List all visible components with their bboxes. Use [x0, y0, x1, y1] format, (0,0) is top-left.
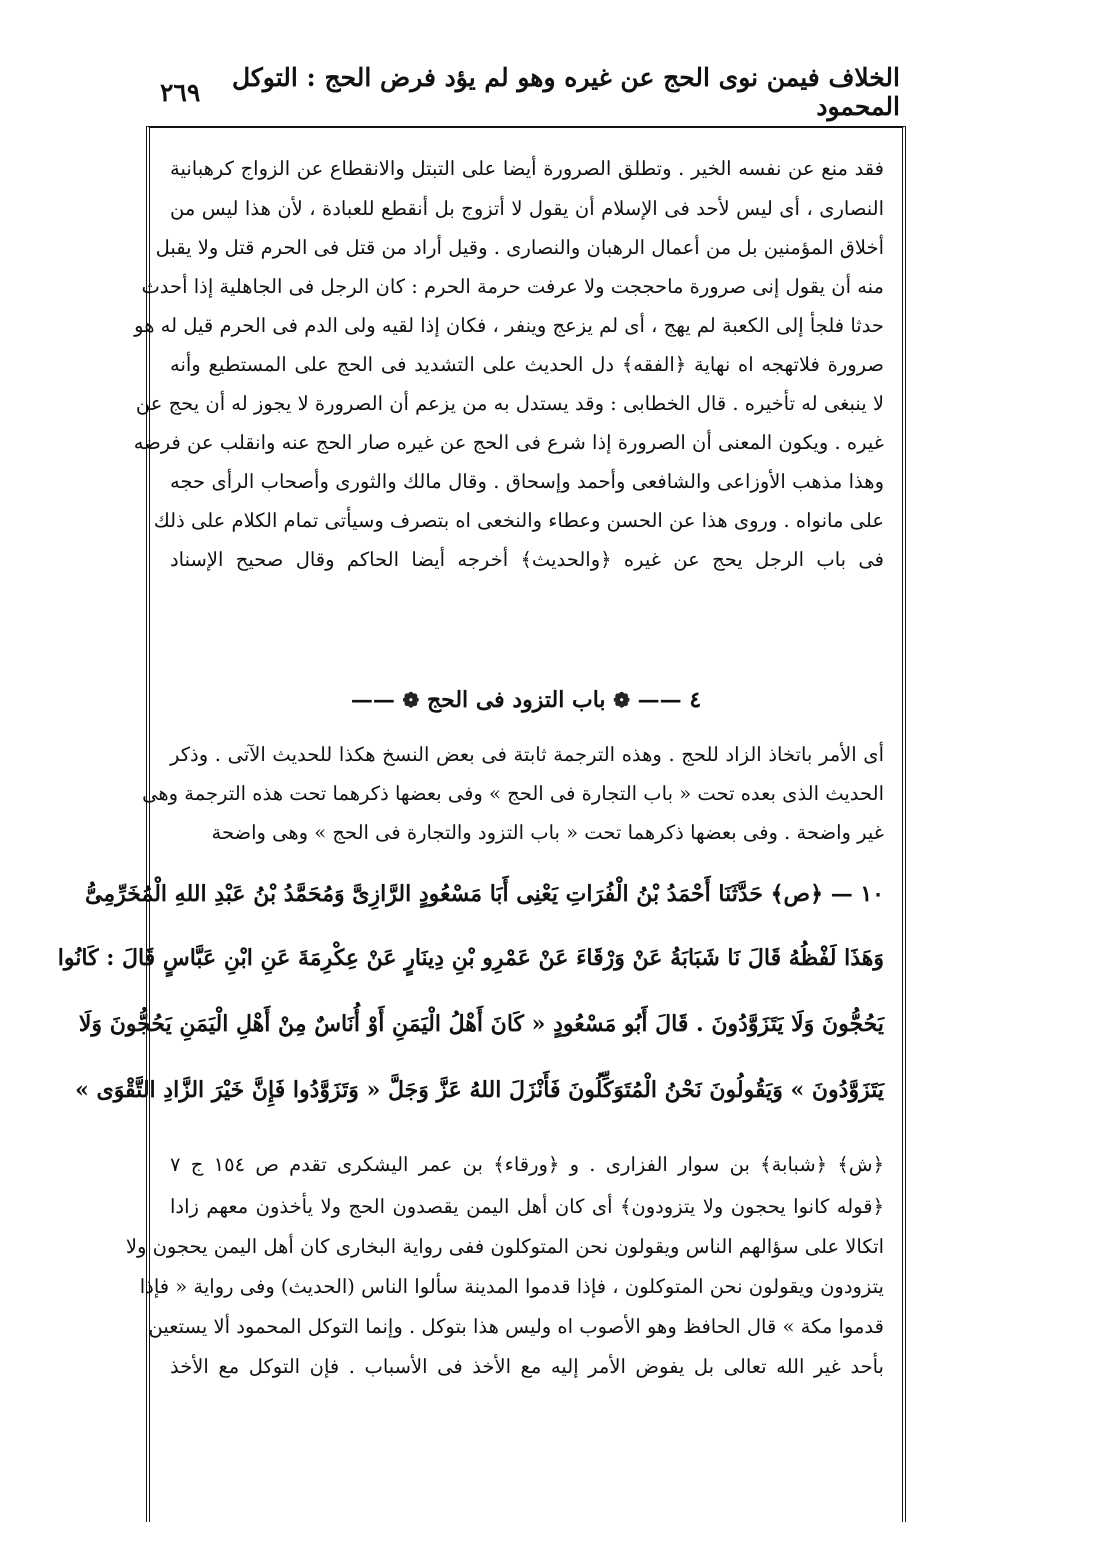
running-header [160, 63, 900, 121]
text-line: غير واضحة . وفى بعضها ذكرهما تحت « باب التزود والتجارة فى الحج » وهى واضحة [211, 821, 884, 844]
text-line: أى الأمر باتخاذ الزاد للحج . وهذه الترجمة ثابتة فى بعض النسخ هكذا للحديث الآتى . وذكر [170, 743, 884, 766]
text-line: بأحد غير الله تعالى بل يفوض الأمر إليه مع الأخذ فى الأسباب . فإن التوكل مع الأخذ [170, 1355, 884, 1378]
text-line: غيره . ويكون المعنى أن الصرورة إذا شرع فى الحج عن غيره صار الحج عنه وانقلب عن فرضه [133, 431, 884, 454]
text-line: أخلاق المؤمنين بل من أعمال الرهبان والنصارى . وقيل أراد من قتل فى الحرم قتل ولا يقبل [155, 236, 884, 259]
text-line: قدموا مكة » قال الحافظ وهو الأصوب اه وليس هذا بتوكل . وإنما التوكل المحمود ألا يستعين [148, 1315, 884, 1338]
ornament-icon: ❁ [613, 688, 630, 712]
text-line: يتزودون ويقولون نحن المتوكلون ، فإذا قدموا المدينة سألوا الناس (الحديث) وفى رواية « فإذا [139, 1275, 884, 1298]
text-line: وهذا مذهب الأوزاعى والشافعى وأحمد وإسحاق . وقال مالك والثورى وأصحاب الرأى حجه [170, 470, 884, 493]
text-line: ﴿ش﴾ ﴿شبابة﴾ بن سوار الفزارى . و ﴿ورقاء﴾ بن عمر اليشكرى تقدم ص ١٥٤ ج ٧ [170, 1153, 885, 1176]
text-line: لا ينبغى له تأخيره . قال الخطابى : وقد يستدل به من يزعم أن الصرورة لا يجوز له أن يحج عن [135, 392, 884, 415]
text-line: فى باب الرجل يحج عن غيره ﴿والحديث﴾ أخرجه أيضا الحاكم وقال صحيح الإسناد [170, 548, 884, 571]
page-number: ٢٦٩ [160, 77, 201, 107]
hadith-line: يَتَزَوَّدُونَ » وَيَقُولُونَ نَحْنُ الْمُتَوَكِّلُونَ فَأَنْزَلَ اللهُ عَزَّ وَجَلَّ « وَتَزَوَّدُوا فَإِنَّ خَيْرَ الزَّادِ التَّقْوَى » [75, 1077, 884, 1103]
ornament-icon: ❁ [402, 688, 420, 712]
page-frame [57, 126, 906, 1522]
text-line: منه أن يقول إنى صرورة ماحججت ولا عرفت حرمة الحرم : كان الرجل فى الجاهلية إذا أحدث [141, 275, 884, 298]
text-line: الحديث الذى بعده تحت « باب التجارة فى الحج » وفى بعضها ذكرهما تحت هذه الترجمة وهى [142, 782, 884, 805]
text-line: النصارى ، أى ليس لأحد فى الإسلام أن يقول لا أتزوج بل أنقطع للعبادة ، لأن هذا ليس من [170, 197, 884, 220]
text-line: على مانواه . وروى هذا عن الحسن وعطاء والنخعى اه بتصرف وسيأتى تمام الكلام على ذلك [153, 509, 884, 532]
text-line: اتكالا على سؤالهم الناس ويقولون نحن المتوكلون ففى رواية البخارى كان أهل اليمن يحجون ولا [125, 1235, 884, 1258]
chapter-number: ٤ [689, 687, 702, 713]
chapter-heading: ٤ —— ❁ باب التزود فى الحج ❁ —— [350, 687, 702, 713]
header-title: الخلاف فيمن نوى الحج عن غيره وهو لم يؤد فرض الحج : التوكل المحمود [231, 63, 900, 121]
text-line: حدثا فلجأ إلى الكعبة لم يهج ، أى لم يزعج وينفر ، فكان إذا لقيه ولى الدم فى الحرم قيل له هو [134, 314, 884, 337]
text-line: فقد منع عن نفسه الخير . وتطلق الصرورة أيضا على التبتل والانقطاع عن الزواج كرهبانية [170, 157, 884, 180]
text-line: صرورة فلاتهجه اه نهاية ﴿الفقه﴾ دل الحديث على التشديد فى الحج على المستطيع وأنه [170, 353, 884, 376]
chapter-title: باب التزود فى الحج [426, 687, 606, 713]
hadith-line: يَحُجُّونَ وَلَا يَتَزَوَّدُونَ . قَالَ أَبُو مَسْعُودٍ « كَانَ أَهْلُ الْيَمَنِ أَوْ أُنَاسٌ مِنْ أَهْلِ الْيَمَنِ يَحُجُّونَ وَلَا [78, 1011, 884, 1037]
hadith-line: وَهَذَا لَفْظُهُ قَالَ نَا شَبَابَةُ عَنْ وَرْقَاءَ عَنْ عَمْرِو بْنِ دِينَارٍ عَنْ عِكْرِمَةَ عَنِ ابْنِ عَبَّاسٍ قَالَ : كَانُوا [57, 945, 884, 971]
text-line: ﴿قوله كانوا يحجون ولا يتزودون﴾ أى كان أهل اليمن يقصدون الحج ولا يأخذون معهم زادا [170, 1195, 884, 1218]
hadith-line: ١٠ — ﴿ص﴾ حَدَّثَنَا أَحْمَدُ بْنُ الْفُرَاتِ يَعْنِى أَبَا مَسْعُودٍ الرَّازِىَّ وَمُحَمَّدُ بْنُ عَبْدِ اللهِ الْمُخَرِّمِىُّ [85, 881, 884, 907]
